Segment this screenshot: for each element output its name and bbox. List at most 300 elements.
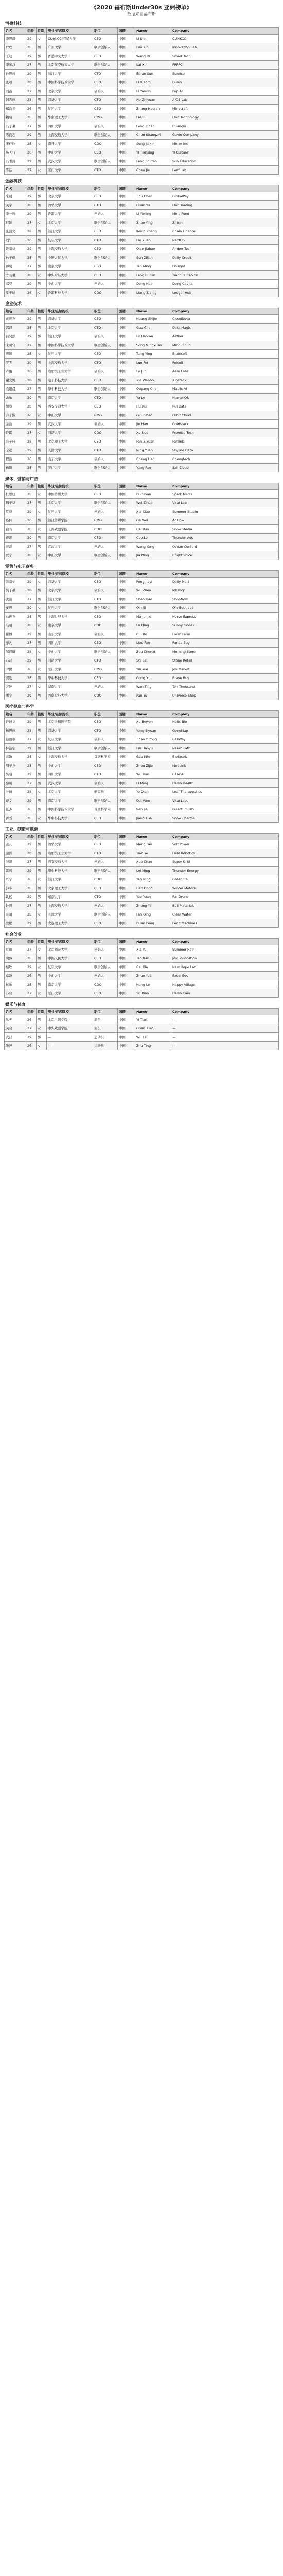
table-cell: 薛超 xyxy=(5,858,26,867)
table-cell: Inkshop xyxy=(171,586,279,595)
table-cell: 中国 xyxy=(118,779,135,788)
table-cell: Lion Technology xyxy=(171,113,279,122)
table-cell: 男 xyxy=(37,227,47,236)
column-header: 职位 xyxy=(93,711,118,718)
table-cell: 26 xyxy=(26,1015,37,1024)
table-cell: NextFin xyxy=(171,236,279,245)
table-row xyxy=(5,61,279,70)
column-header: Company xyxy=(171,939,279,945)
table-cell: Peng Machines xyxy=(171,919,279,928)
table-cell: 哈尔滨工业大学 xyxy=(47,849,93,858)
table-cell: BioSpark xyxy=(171,753,279,761)
table-cell: 吕昊然 xyxy=(5,332,26,341)
table-cell: Ma Junjie xyxy=(135,613,171,621)
table-row xyxy=(5,972,279,980)
table-row xyxy=(5,315,279,324)
table-cell: Sun Education xyxy=(171,157,279,166)
section-5 xyxy=(4,703,279,823)
table-cell: 广州大学 xyxy=(47,43,93,52)
table-cell: Meng Fan xyxy=(135,840,171,849)
table-cell: 26 xyxy=(26,805,37,814)
table-cell: 中国 xyxy=(118,245,135,253)
table-header-row xyxy=(5,28,279,35)
section-table xyxy=(4,308,279,472)
table-cell: Yi Tianxing xyxy=(135,148,171,157)
table-cell: 中国 xyxy=(118,271,135,280)
table-cell: 29 xyxy=(26,507,37,516)
table-cell: 中国 xyxy=(118,893,135,902)
table-cell: CEO xyxy=(93,105,118,113)
table-cell: — xyxy=(47,1042,93,1050)
table-cell: Deng Capital xyxy=(171,280,279,289)
table-cell: Luo Fei xyxy=(135,359,171,367)
table-cell: 男 xyxy=(37,96,47,105)
table-cell: 罗飞 xyxy=(5,359,26,367)
table-cell: Huanqiu xyxy=(171,122,279,131)
table-cell: 中国 xyxy=(118,1042,135,1050)
table-cell: 男 xyxy=(37,455,47,464)
table-cell: 复旦大学 xyxy=(47,735,93,744)
table-cell: COO xyxy=(93,691,118,700)
table-cell: 男 xyxy=(37,43,47,52)
table-cell: 华中科技大学 xyxy=(47,674,93,683)
table-cell: Guo Chen xyxy=(135,324,171,332)
table-cell: 男 xyxy=(37,595,47,604)
table-cell: 北京理工大学 xyxy=(47,884,93,893)
table-cell: 28 xyxy=(26,648,37,656)
table-cell: Lu Qing xyxy=(135,621,171,630)
table-cell: 中国 xyxy=(118,192,135,201)
table-cell: CTO xyxy=(93,394,118,402)
table-cell: CEO xyxy=(93,437,118,446)
table-cell: 29 xyxy=(26,604,37,613)
table-cell: CEO xyxy=(93,350,118,359)
table-cell: ShopNow xyxy=(171,595,279,604)
table-cell: 赵颖 xyxy=(5,218,26,227)
table-cell: 中国 xyxy=(118,157,135,166)
table-cell: Wan Ting xyxy=(135,683,171,691)
table-cell: 男 xyxy=(37,902,47,910)
table-cell: 叶倩 xyxy=(5,788,26,796)
table-cell: 中国 xyxy=(118,884,135,893)
table-cell: Gong Xun xyxy=(135,674,171,683)
column-header: 性别 xyxy=(37,834,47,840)
table-cell: 北京协和医学院 xyxy=(47,718,93,726)
table-cell: Lai Rui xyxy=(135,113,171,122)
table-cell: 刘鑫 xyxy=(5,87,26,96)
table-cell: 潘宇 xyxy=(5,691,26,700)
table-cell: Liang Ziqing xyxy=(135,289,171,297)
column-header: 性别 xyxy=(37,185,47,192)
table-cell: 山东大学 xyxy=(47,630,93,639)
table-cell: 张迈 xyxy=(5,78,26,87)
table-cell: CTO xyxy=(93,770,118,779)
table-cell: 中国 xyxy=(118,718,135,726)
table-cell: 浙江传媒学院 xyxy=(47,516,93,525)
table-cell: 男 xyxy=(37,613,47,621)
table-cell: CEO xyxy=(93,192,118,201)
column-header: 性别 xyxy=(37,28,47,35)
table-cell: 29 xyxy=(26,35,37,43)
table-cell: 武汉大学 xyxy=(47,779,93,788)
table-cell: 中国 xyxy=(118,770,135,779)
table-cell: 29 xyxy=(26,192,37,201)
table-cell: CUHKCC/清华大学 xyxy=(47,35,93,43)
table-cell: 谢文博 xyxy=(5,376,26,385)
column-header: 毕业/在读院校 xyxy=(47,1009,93,1015)
table-cell: 28 xyxy=(26,490,37,499)
table-cell: Zhong Yi xyxy=(135,902,171,910)
table-cell: 创始人 xyxy=(93,507,118,516)
table-cell: Han Dong xyxy=(135,884,171,893)
table-cell: 天津大学 xyxy=(47,910,93,919)
table-cell: 男 xyxy=(37,78,47,87)
column-header: 职位 xyxy=(93,185,118,192)
column-header: 毕业/在读院校 xyxy=(47,711,93,718)
table-cell: 28 xyxy=(26,140,37,148)
table-cell: 中国 xyxy=(118,210,135,218)
table-header-row xyxy=(5,1009,279,1015)
table-row xyxy=(5,385,279,394)
table-row xyxy=(5,779,279,788)
document-title: 《2020 福布斯Under30s 亚洲榜单》 xyxy=(91,4,192,11)
table-cell: 中国 xyxy=(118,639,135,648)
table-cell: 程浩 xyxy=(5,455,26,464)
table-cell: Yang Siyuan xyxy=(135,726,171,735)
table-cell: Ocean Content xyxy=(171,543,279,551)
table-cell: 邹晨曦 xyxy=(5,648,26,656)
table-cell: 夏晓 xyxy=(5,507,26,516)
table-row xyxy=(5,140,279,148)
table-cell: 联合创始人 xyxy=(93,648,118,656)
table-cell: 女 xyxy=(37,1024,47,1033)
table-cell: 中国 xyxy=(118,691,135,700)
column-header: 性别 xyxy=(37,308,47,315)
table-cell: 29 xyxy=(26,534,37,543)
table-cell: 清华大学 xyxy=(47,840,93,849)
table-cell: 联合创始人 xyxy=(93,551,118,560)
column-header: 国籍 xyxy=(118,939,135,945)
table-cell: HumanOS xyxy=(171,394,279,402)
table-cell: Chen Jie xyxy=(135,166,171,175)
table-cell: 北京大学 xyxy=(47,499,93,507)
table-cell: 中国 xyxy=(118,280,135,289)
table-cell: Super Grid xyxy=(171,858,279,867)
table-row xyxy=(5,105,279,113)
column-header: 性别 xyxy=(37,1009,47,1015)
table-cell: 浙江大学 xyxy=(47,744,93,753)
table-cell: 男 xyxy=(37,884,47,893)
table-cell: 28 xyxy=(26,586,37,595)
table-cell: 中国 xyxy=(118,96,135,105)
table-cell: 四川大学 xyxy=(47,122,93,131)
table-cell: 男 xyxy=(37,919,47,928)
table-cell: Du Siyan xyxy=(135,490,171,499)
table-cell: 黄世杰 xyxy=(5,315,26,324)
table-row xyxy=(5,420,279,429)
table-row xyxy=(5,78,279,87)
column-header: 毕业/在读院校 xyxy=(47,571,93,578)
table-cell: Zhou Zijie xyxy=(135,761,171,770)
table-cell: 北京理工大学 xyxy=(47,437,93,446)
table-cell: Mirror Inc xyxy=(171,140,279,148)
column-header: Company xyxy=(171,185,279,192)
table-cell: Feng Shutao xyxy=(135,157,171,166)
table-cell: Joy Market xyxy=(171,665,279,674)
table-cell: 卢俊 xyxy=(5,367,26,376)
table-cell: 华中科技大学 xyxy=(47,385,93,394)
table-row xyxy=(5,96,279,105)
table-cell: CEO xyxy=(93,35,118,43)
table-row xyxy=(5,70,279,78)
column-header: Company xyxy=(171,28,279,35)
table-cell: 葛伟 xyxy=(5,516,26,525)
table-cell: 中国 xyxy=(118,753,135,761)
table-cell: 男 xyxy=(37,770,47,779)
table-header-row xyxy=(5,483,279,490)
table-cell: 26 xyxy=(26,753,37,761)
table-cell: 中国 xyxy=(118,507,135,516)
table-cell: CEO xyxy=(93,639,118,648)
table-cell: 男 xyxy=(37,324,47,332)
table-cell: 清华大学 xyxy=(47,578,93,586)
table-cell: 中国 xyxy=(118,52,135,61)
table-row xyxy=(5,411,279,420)
table-cell: Brave Buy xyxy=(171,674,279,683)
table-cell: 中国 xyxy=(118,656,135,665)
table-cell: 朱婷 xyxy=(5,1042,26,1050)
table-row xyxy=(5,35,279,43)
table-cell: 29 xyxy=(26,245,37,253)
table-cell: 中央戏剧学院 xyxy=(47,1024,93,1033)
table-cell: Song Jiaxin xyxy=(135,140,171,148)
table-cell: Horse Express xyxy=(171,613,279,621)
table-cell: Thunder Ads xyxy=(171,534,279,543)
table-cell: 女 xyxy=(37,665,47,674)
table-cell: 廖凡 xyxy=(5,639,26,648)
table-cell: 男 xyxy=(37,385,47,394)
table-row xyxy=(5,744,279,753)
table-cell: 西安交通大学 xyxy=(47,858,93,867)
table-cell: 中国 xyxy=(118,1015,135,1024)
table-row xyxy=(5,954,279,963)
table-cell: 男 xyxy=(37,394,47,402)
column-header: 姓名 xyxy=(5,711,26,718)
section-title: 企业技术 xyxy=(5,301,22,306)
table-cell: Dawn Health xyxy=(171,779,279,788)
table-cell: 28 xyxy=(26,350,37,359)
table-cell: 28 xyxy=(26,96,37,105)
table-cell: 创始人 xyxy=(93,87,118,96)
table-cell: 中国 xyxy=(118,595,135,604)
table-cell: 男 xyxy=(37,630,47,639)
table-cell: 29 xyxy=(26,131,37,140)
table-cell: 28 xyxy=(26,910,37,919)
table-cell: 邱子涵 xyxy=(5,411,26,420)
table-cell: 28 xyxy=(26,814,37,823)
table-cell: Far Drone xyxy=(171,893,279,902)
table-cell: 天津大学 xyxy=(47,446,93,455)
table-cell: Tan Ming xyxy=(135,262,171,271)
table-cell: 中国 xyxy=(118,411,135,420)
table-cell: AIOS Lab xyxy=(171,96,279,105)
table-cell: 中国 xyxy=(118,910,135,919)
section-title: 金融科技 xyxy=(5,179,22,183)
table-cell: Xie Wenbo xyxy=(135,376,171,385)
table-cell: 中国 xyxy=(118,980,135,989)
table-cell: CEO xyxy=(93,490,118,499)
table-cell: 刘轩 xyxy=(5,236,26,245)
table-cell: COO xyxy=(93,140,118,148)
table-row xyxy=(5,945,279,954)
table-cell: 联合创始人 xyxy=(93,43,118,52)
section-table xyxy=(4,483,279,560)
table-cell: 罗欣 xyxy=(5,43,26,52)
table-cell: 南京大学 xyxy=(47,534,93,543)
column-header: 姓名 xyxy=(5,1009,26,1015)
table-cell: Lion Trading xyxy=(171,201,279,210)
table-cell: Eurus xyxy=(171,78,279,87)
table-cell: 联合创始人 xyxy=(93,604,118,613)
table-cell: CEO xyxy=(93,245,118,253)
table-cell: CTO xyxy=(93,324,118,332)
table-cell: 中国 xyxy=(118,726,135,735)
table-cell: Yin Yue xyxy=(135,665,171,674)
table-cell: 26 xyxy=(26,613,37,621)
table-cell: 男 xyxy=(37,376,47,385)
table-cell: 29 xyxy=(26,867,37,875)
table-cell: 清华大学 xyxy=(47,726,93,735)
table-cell: 中国 xyxy=(118,324,135,332)
table-cell: 陆晴 xyxy=(5,621,26,630)
table-cell: 中国 xyxy=(118,201,135,210)
table-cell: CTO xyxy=(93,96,118,105)
table-row xyxy=(5,1033,279,1042)
table-cell: 中山大学 xyxy=(47,551,93,560)
table-header-row xyxy=(5,308,279,315)
table-cell: 27 xyxy=(26,779,37,788)
table-cell: 男 xyxy=(37,87,47,96)
table-cell: Lei Ming xyxy=(135,867,171,875)
column-header: 国籍 xyxy=(118,1009,135,1015)
table-cell: 26 xyxy=(26,516,37,525)
table-cell: 29 xyxy=(26,578,37,586)
table-cell: 北京大学 xyxy=(47,788,93,796)
column-header: Name xyxy=(135,185,171,192)
table-cell: COO xyxy=(93,621,118,630)
table-cell: 尹悦 xyxy=(5,665,26,674)
table-cell: 联合创始人 xyxy=(93,963,118,972)
table-cell: 29 xyxy=(26,691,37,700)
table-cell: 钱嘉豪 xyxy=(5,245,26,253)
table-cell: 哈尔滨工业大学 xyxy=(47,367,93,376)
table-cell: 孙子健 xyxy=(5,253,26,262)
table-cell: 男 xyxy=(37,262,47,271)
table-cell: 男 xyxy=(37,332,47,341)
column-header: Name xyxy=(135,28,171,35)
table-row xyxy=(5,884,279,893)
table-cell: CMO xyxy=(93,665,118,674)
table-cell: 南京大学 xyxy=(47,796,93,805)
table-cell: 武汉大学 xyxy=(47,157,93,166)
table-cell: 何志远 xyxy=(5,96,26,105)
table-cell: 中国 xyxy=(118,665,135,674)
table-row xyxy=(5,394,279,402)
section-table xyxy=(4,570,279,700)
table-cell: Liao Fan xyxy=(135,639,171,648)
table-cell: — xyxy=(171,1015,279,1024)
column-header: 年龄 xyxy=(26,185,37,192)
table-cell: 联合创始人 xyxy=(93,253,118,262)
table-cell: 女 xyxy=(37,683,47,691)
table-cell: 女 xyxy=(37,218,47,227)
table-cell: 中山大学 xyxy=(47,648,93,656)
table-cell: 北京大学 xyxy=(47,218,93,227)
table-cell: 华中科技大学 xyxy=(47,867,93,875)
table-cell: 上海戏剧学院 xyxy=(47,525,93,534)
table-row xyxy=(5,753,279,761)
table-cell: 创始人 xyxy=(93,122,118,131)
table-cell: CEO xyxy=(93,315,118,324)
table-cell: 26 xyxy=(26,665,37,674)
table-cell: Feng Zihao xyxy=(135,122,171,131)
table-cell: 中山大学 xyxy=(47,972,93,980)
table-cell: 龚勋 xyxy=(5,674,26,683)
table-cell: 男 xyxy=(37,796,47,805)
table-row xyxy=(5,341,279,350)
table-cell: 中国 xyxy=(118,359,135,367)
table-cell: CTO xyxy=(93,70,118,78)
table-cell: 28 xyxy=(26,464,37,472)
table-cell: 上海交通大学 xyxy=(47,359,93,367)
table-cell: 29 xyxy=(26,70,37,78)
column-header: 国籍 xyxy=(118,483,135,490)
table-cell: Aero Labs xyxy=(171,367,279,376)
table-row xyxy=(5,262,279,271)
table-cell: Morning Store xyxy=(171,648,279,656)
table-cell: 中国 xyxy=(118,630,135,639)
table-cell: CEO xyxy=(93,613,118,621)
table-cell: 浙江大学 xyxy=(47,70,93,78)
table-cell: 中国 xyxy=(118,525,135,534)
table-cell: 28 xyxy=(26,788,37,796)
table-cell: 上海交通大学 xyxy=(47,902,93,910)
table-row xyxy=(5,718,279,726)
column-header: 毕业/在读院校 xyxy=(47,483,93,490)
section-title: 媒体、营销与广告 xyxy=(5,477,38,481)
table-cell: Aether xyxy=(171,332,279,341)
table-cell: 上海交通大学 xyxy=(47,131,93,140)
table-cell: 四川大学 xyxy=(47,639,93,648)
table-cell: 28 xyxy=(26,376,37,385)
table-cell: 中国 xyxy=(118,875,135,884)
table-cell: 厦门大学 xyxy=(47,665,93,674)
table-cell: 华南理工大学 xyxy=(47,113,93,122)
table-cell: 演员 xyxy=(93,1015,118,1024)
table-cell: 杜思妍 xyxy=(5,490,26,499)
table-cell: 男 xyxy=(37,367,47,376)
table-cell: 男 xyxy=(37,674,47,683)
column-header: 国籍 xyxy=(118,571,135,578)
table-cell: 创始人 xyxy=(93,779,118,788)
table-cell: 中国 xyxy=(118,989,135,998)
column-header: 姓名 xyxy=(5,483,26,490)
table-cell: Jin Hao xyxy=(135,420,171,429)
table-cell: 张凯文 xyxy=(5,227,26,236)
table-cell: 李星汉 xyxy=(5,61,26,70)
table-cell: 蔡欣 xyxy=(5,963,26,972)
table-cell: 中国 xyxy=(118,1033,135,1042)
